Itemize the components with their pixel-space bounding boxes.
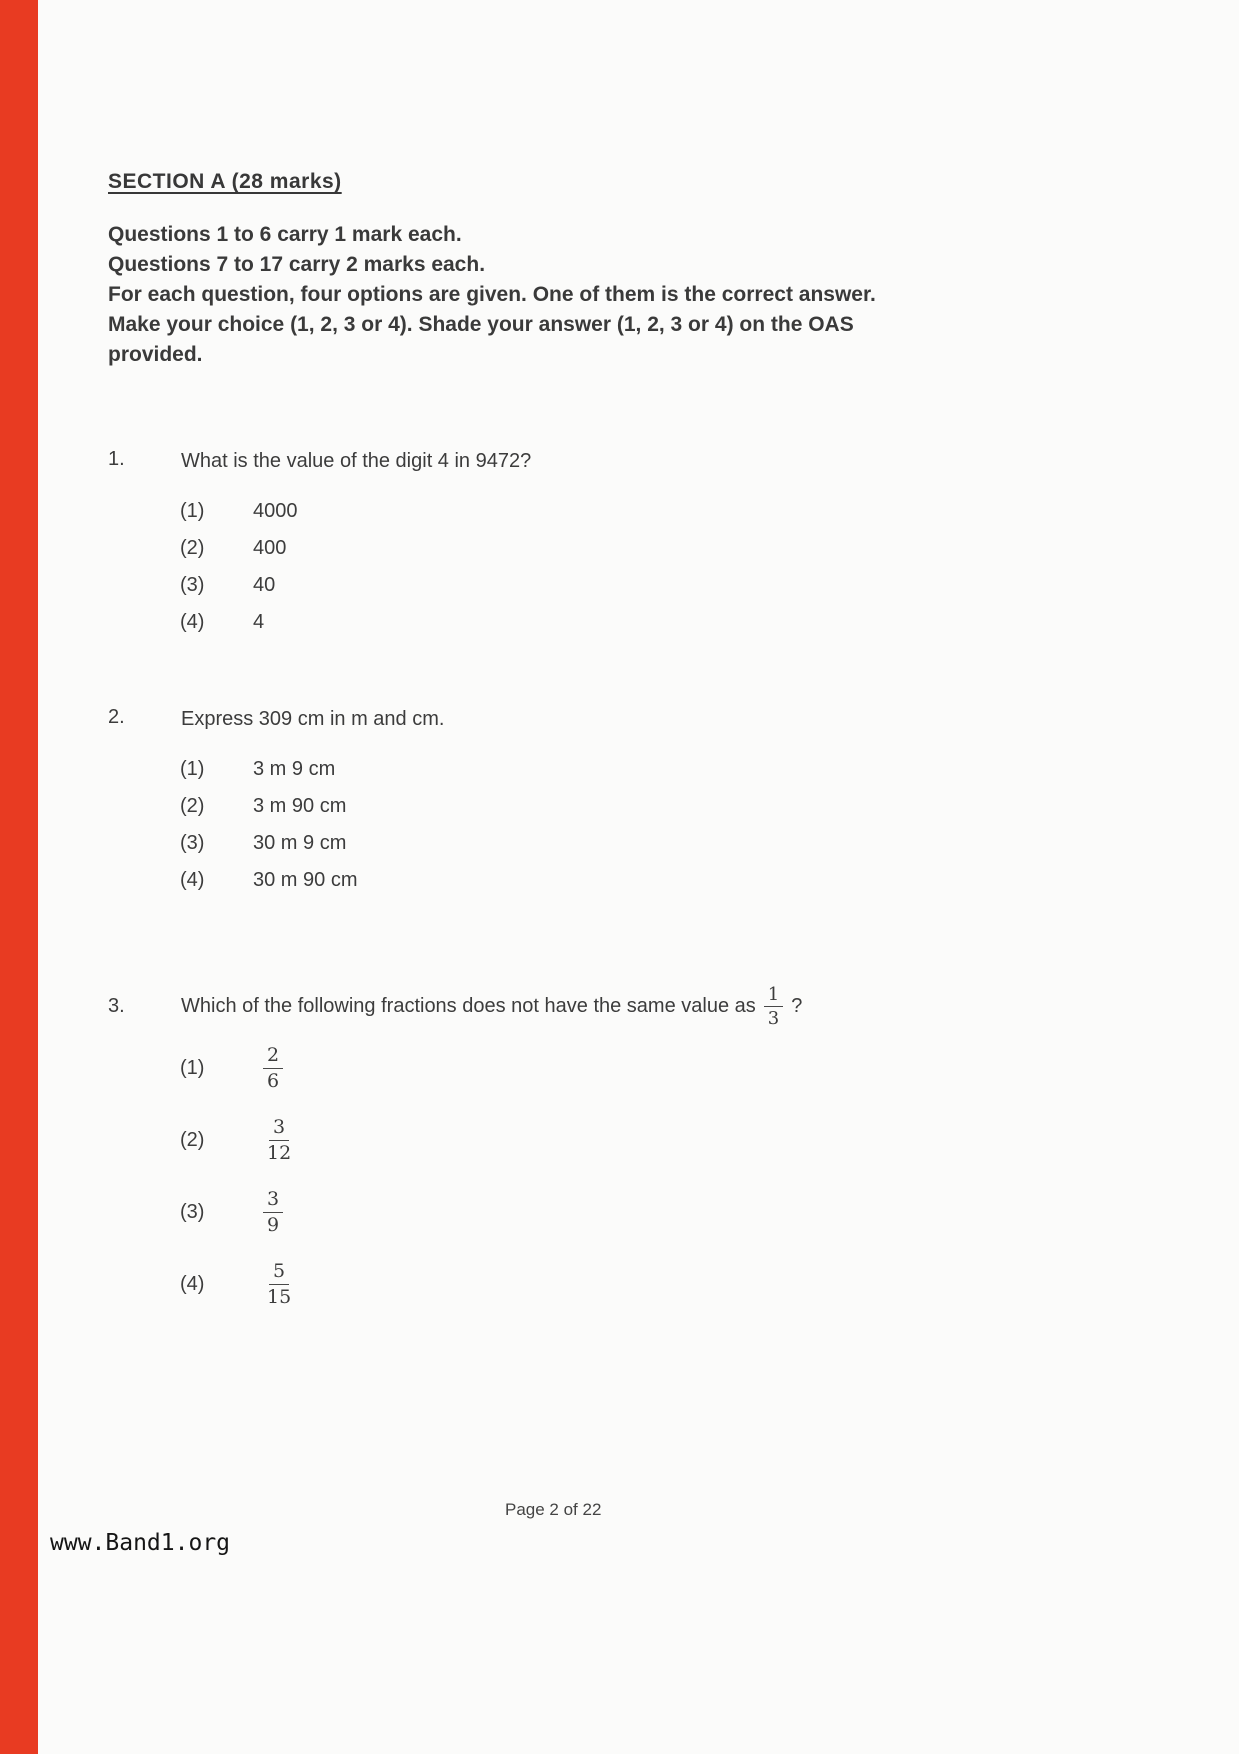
option-label: (4) [180,1272,205,1295]
question-1-row [108,448,1129,474]
fraction-denominator: 3 [767,1008,780,1029]
fraction-option-value [263,1116,295,1165]
fraction-numerator: 1 [764,984,783,1007]
option-row [180,1113,1129,1167]
option-value: 400 [253,537,287,559]
option-row [180,758,1129,781]
option-value: 4000 [253,500,298,522]
option-row [180,1257,1129,1311]
fraction-one-third [764,984,783,1029]
option-value: 40 [253,574,276,596]
option-label: (4) [180,869,205,891]
question-2-options [180,758,1129,892]
question-text-prefix: Which of the following fractions does not have the same value as [181,994,756,1017]
instruction-line: Make your choice (1, 2, 3 or 4). Shade your answer (1, 2, 3 or 4) on the OAS [108,313,854,336]
option-label: (4) [180,611,205,633]
fraction-numerator: 2 [263,1044,283,1069]
option-row [180,1185,1129,1239]
option-value: 30 m 9 cm [253,832,347,854]
question-2-row [108,706,1129,732]
instruction-line: Questions 1 to 6 carry 1 mark each. [108,223,462,246]
instruction-line: provided. [108,343,203,366]
option-label: (1) [180,1056,205,1079]
option-label: (1) [180,758,205,780]
question-number: 3. [108,995,125,1017]
fraction-option-value [263,1260,295,1309]
question-3-row [108,984,1129,1029]
question-number: 2. [108,706,125,728]
option-label: (2) [180,795,205,817]
page-content [108,170,1129,1329]
instruction-line: For each question, four options are given. One of them is the correct answer. [108,283,876,306]
question-text [181,984,802,1029]
option-label: (2) [180,537,205,559]
fraction-denominator: 9 [267,1213,280,1236]
option-row [180,611,1129,634]
option-value: 3 m 9 cm [253,758,336,780]
question-text: What is the value of the digit 4 in 9472? [181,450,532,472]
option-row [180,574,1129,597]
option-label: (3) [180,832,205,854]
option-label: (3) [180,574,205,596]
fraction-denominator: 6 [267,1069,280,1092]
question-1-options [180,500,1129,634]
page-number: Page 2 of 22 [505,1500,602,1519]
option-value: 4 [253,611,265,633]
option-label: (3) [180,1200,205,1223]
option-row [180,537,1129,560]
watermark-url: www.Band1.org [50,1530,231,1556]
question-1 [108,448,1129,634]
option-row [180,1041,1129,1095]
question-3 [108,984,1129,1311]
fraction-numerator: 3 [263,1188,283,1213]
option-value: 30 m 90 cm [253,869,358,891]
instructions-block [108,220,1129,370]
option-row [180,795,1129,818]
fraction-option-value [263,1188,283,1237]
question-2 [108,706,1129,892]
fraction-numerator: 5 [269,1260,289,1285]
option-label: (2) [180,1128,205,1151]
option-row [180,500,1129,523]
fraction-option-value [263,1044,283,1093]
option-value: 3 m 90 cm [253,795,347,817]
instruction-line: Questions 7 to 17 carry 2 marks each. [108,253,486,276]
question-text: Express 309 cm in m and cm. [181,708,445,730]
question-number: 1. [108,448,125,470]
option-row [180,832,1129,855]
question-text-suffix: ? [791,994,803,1017]
fraction-denominator: 12 [267,1141,292,1164]
option-row [180,869,1129,892]
section-title: SECTION A (28 marks) [108,170,342,193]
fraction-numerator: 3 [269,1116,289,1141]
fraction-denominator: 15 [267,1285,292,1308]
left-red-stripe [0,0,38,1754]
option-label: (1) [180,500,205,522]
